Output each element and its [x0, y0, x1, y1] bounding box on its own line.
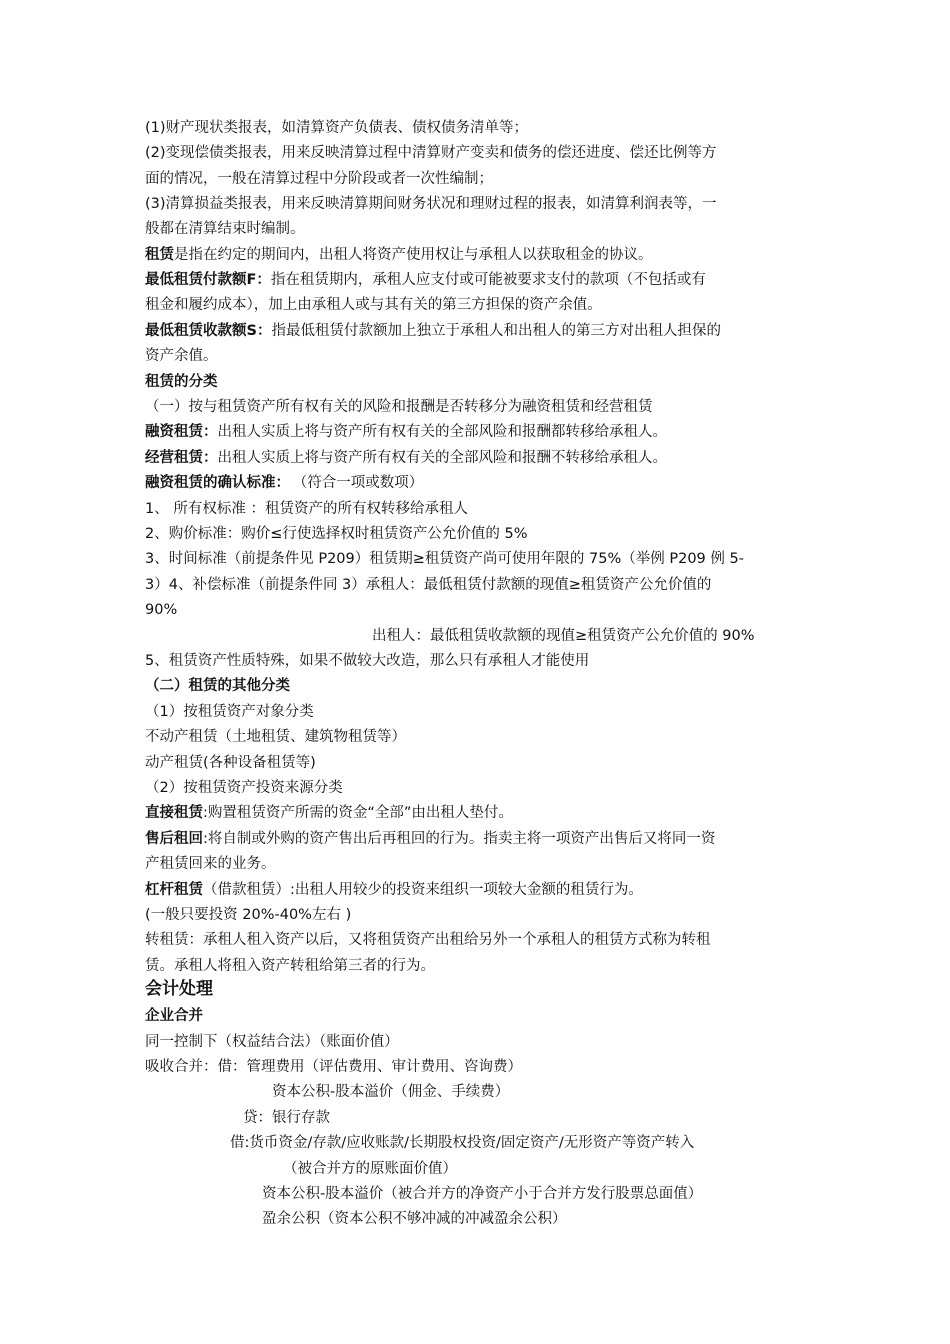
section-heading: 租赁的分类	[145, 374, 218, 390]
definition-sale-leaseback: 售后租回:将自制或外购的资产售出后再租回的行为。指卖主将一项资产出售后又将同一资	[145, 831, 716, 847]
term: 杠杆租赁	[145, 882, 203, 898]
text-line: 赁。承租人将租入资产转租给第三者的行为。	[145, 958, 435, 974]
journal-line: （被合并方的原账面价值）	[283, 1161, 457, 1177]
text-line: (2)变现偿债类报表，用来反映清算过程中清算财产变卖和债务的偿还进度、偿还比例等方	[145, 145, 717, 161]
text-line: (1)财产现状类报表，如清算资产负债表、债权债务清单等；	[145, 120, 529, 136]
text-line: 同一控制下（权益结合法）（账面价值）	[145, 1034, 399, 1050]
section-heading: （二）租赁的其他分类	[145, 678, 290, 694]
journal-line: 吸收合并：借：管理费用（评估费用、审计费用、咨询费）	[145, 1059, 522, 1075]
term: 融资租赁：	[145, 424, 218, 440]
journal-line: 盈余公积（资本公积不够冲减的冲减盈余公积）	[262, 1211, 567, 1227]
text-line: 产租赁回来的业务。	[145, 856, 276, 872]
term: 直接租赁	[145, 805, 203, 821]
text-line: (一般只要投资 20%-40%左右 )	[145, 907, 352, 923]
text-line: 面的情况，一般在清算过程中分阶段或者一次性编制；	[145, 171, 493, 187]
text-line: 3）4、补偿标准（前提条件同 3）承租人：最低租赁付款额的现值≥租赁资产公允价值的	[145, 577, 712, 593]
text-line: 5、租赁资产性质特殊，如果不做较大改造，那么只有承租人才能使用	[145, 653, 590, 669]
term: 经营租赁：	[145, 450, 218, 466]
text-line: 2、购价标准：购价≤行使选择权时租赁资产公允价值的 5%	[145, 526, 528, 542]
text-line: 出租人：最低租赁收款额的现值≥租赁资产公允价值的 90%	[372, 628, 755, 644]
text-line: (3)清算损益类报表，用来反映清算期间财务状况和理财过程的报表，如清算利润表等，一	[145, 196, 717, 212]
text-line: 不动产租赁（土地租赁、建筑物租赁等）	[145, 729, 406, 745]
journal-line: 资本公积-股本溢价（被合并方的净资产小于合并方发行股票总面值）	[262, 1186, 703, 1202]
text-line: 90%	[145, 602, 178, 618]
term: 融资租赁的确认标准：	[145, 475, 290, 491]
text-line: 资产余值。	[145, 348, 218, 364]
text-line: 般都在清算结束时编制。	[145, 221, 305, 237]
journal-line: 资本公积-股本溢价（佣金、手续费）	[272, 1084, 510, 1100]
term: 最低租赁收款额S：	[145, 323, 272, 339]
text-line: （一）按与租赁资产所有权有关的风险和报酬是否转移分为融资租赁和经营租赁	[145, 399, 653, 415]
text-line: （2）按租赁资产投资来源分类	[145, 780, 343, 796]
journal-line: 贷：银行存款	[243, 1110, 330, 1126]
text-line: 1、 所有权标准 ：租赁资产的所有权转移给承租人	[145, 501, 468, 517]
definition-leveraged-lease: 杠杆租赁（借款租赁）:出租人用较少的投资来组织一项较大金额的租赁行为。	[145, 882, 643, 898]
definition-finance-lease: 融资租赁：出租人实质上将与资产所有权有关的全部风险和报酬都转移给承租人。	[145, 424, 667, 440]
sub-heading: 企业合并	[145, 1008, 203, 1024]
page-heading: 会计处理	[145, 979, 213, 999]
text-line: 转租赁：承租人租入资产以后，又将租赁资产出租给另外一个承租人的租赁方式称为转租	[145, 932, 711, 948]
definition-direct-lease: 直接租赁:购置租赁资产所需的资金“全部”由出租人垫付。	[145, 805, 513, 821]
criteria-heading: 融资租赁的确认标准： （符合一项或数项）	[145, 475, 424, 491]
definition-min-lease-payment: 最低租赁付款额F：指在租赁期内，承租人应支付或可能被要求支付的款项（不包括或有	[145, 272, 706, 288]
term: 最低租赁付款额F：	[145, 272, 271, 288]
definition-min-lease-receipt: 最低租赁收款额S：指最低租赁付款额加上独立于承租人和出租人的第三方对出租人担保的	[145, 323, 721, 339]
text-line: 3、时间标准（前提条件见 P209）租赁期≥租赁资产尚可使用年限的 75%（举例 P209 例 5-	[145, 551, 744, 567]
term: 售后租回	[145, 831, 203, 847]
definition-operating-lease: 经营租赁：出租人实质上将与资产所有权有关的全部风险和报酬不转移给承租人。	[145, 450, 667, 466]
text-line: 租金和履约成本），加上由承租人或与其有关的第三方担保的资产余值。	[145, 297, 602, 313]
journal-line: 借:货币资金/存款/应收账款/长期股权投资/固定资产/无形资产等资产转入	[230, 1135, 695, 1151]
term: 租赁	[145, 247, 174, 263]
definition-lease: 租赁是指在约定的期间内，出租人将资产使用权让与承租人以获取租金的协议。	[145, 247, 653, 263]
text-line: 动产租赁(各种设备租赁等)	[145, 755, 316, 771]
text-line: （1）按租赁资产对象分类	[145, 704, 314, 720]
